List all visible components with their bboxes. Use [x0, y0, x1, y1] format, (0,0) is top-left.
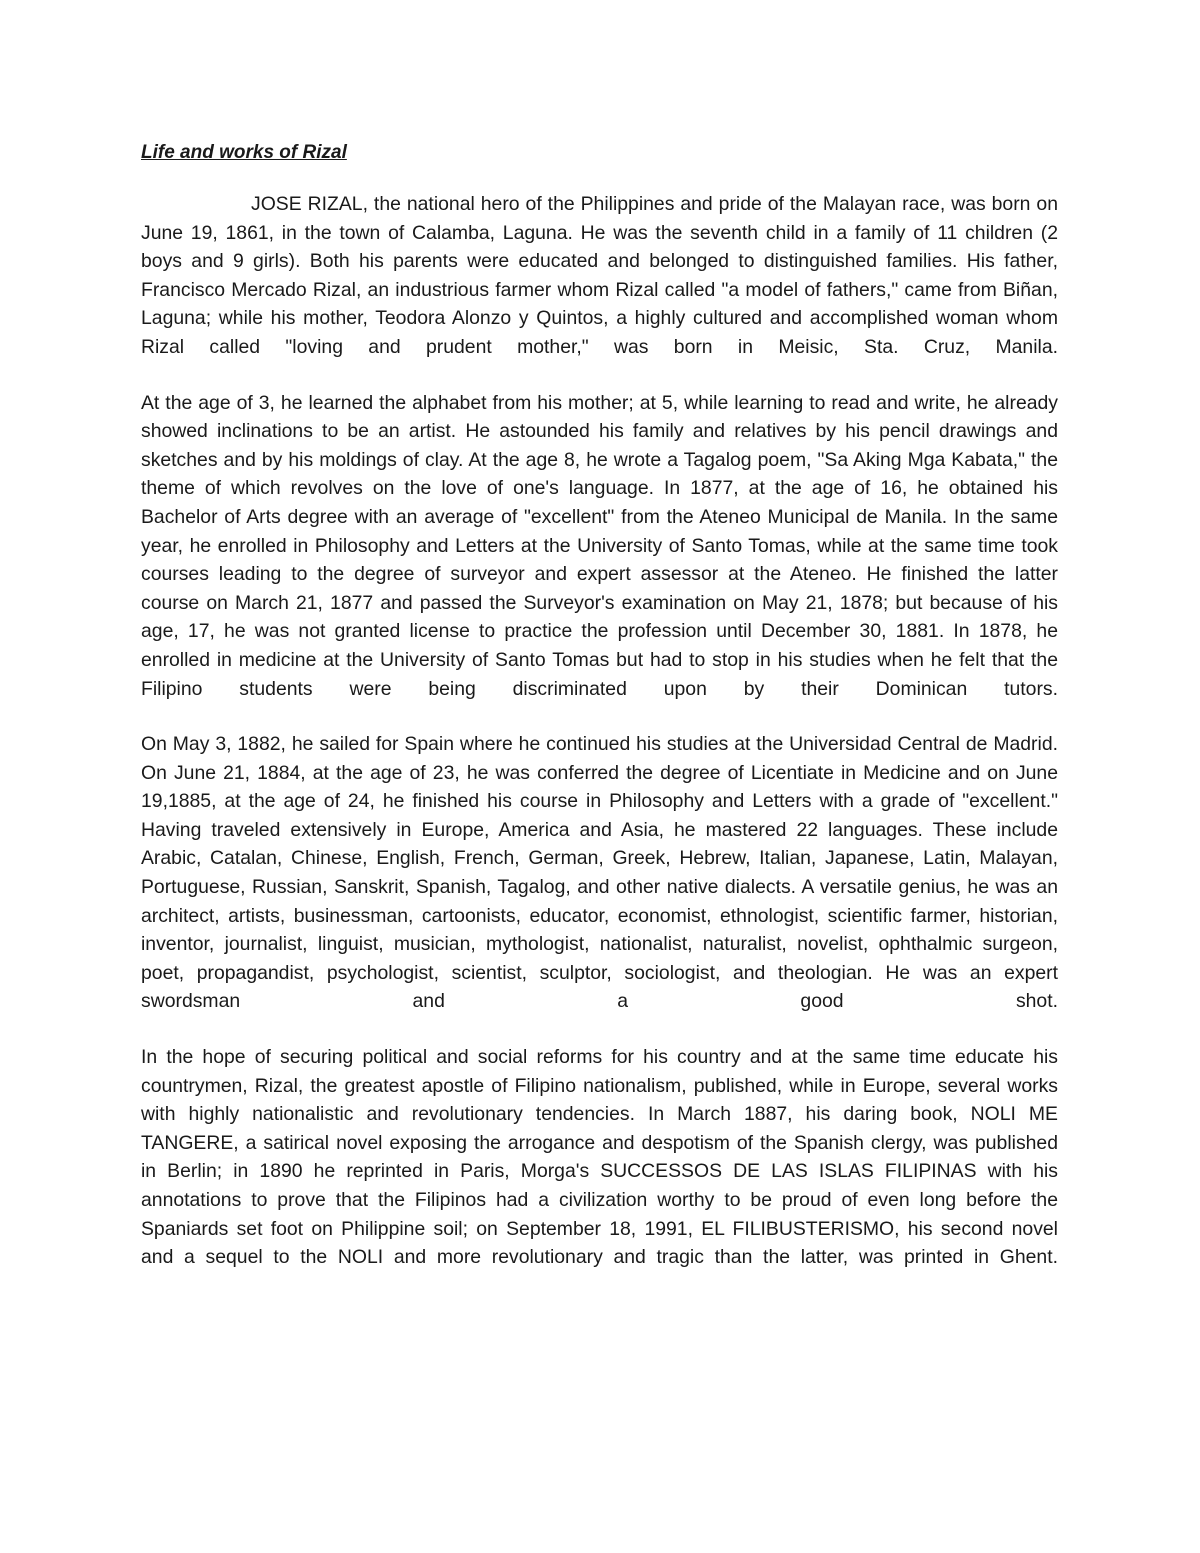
- paragraph-published-works: In the hope of securing political and social reforms for his country and at the same time educate his countrymen, Rizal, the greatest apostle of Filipino nationalism, published, while in Europe, several works with highly nationalistic and revolutionary tendencies. In March 1887, his daring book, NOLI ME TANGERE, a satirical novel exposing the arrogance and despotism of the Spanish clergy, was published in Berlin; in 1890 he reprinted in Paris, Morga's SUCCESSOS DE LAS ISLAS FILIPINAS with his annotations to prove that the Filipinos had a civilization worthy to be proud of even long before the Spaniards set foot on Philippine soil; on September 18, 1991, EL FILIBUSTERISMO, his second novel and a sequel to the NOLI and more revolutionary and tragic than the latter, was printed in Ghent.: [141, 1046, 1058, 1269]
- paragraph-spain-studies: On May 3, 1882, he sailed for Spain where he continued his studies at the Universidad Central de Madrid. On June 21, 1884, at the age of 23, he was conferred the degree of Licentiate in Medicine and on June 19,1885, at the age of 24, he finished his course in Philosophy and Letters with a grade of "excellent." Having traveled extensively in Europe, America and Asia, he mastered 22 languages. These include Arabic, Catalan, Chinese, English, French, German, Greek, Hebrew, Italian, Japanese, Latin, Malayan, Portuguese, Russian, Sanskrit, Spanish, Tagalog, and other native dialects. A versatile genius, he was an architect, artists, businessman, cartoonists, educator, economist, ethnologist, scientific farmer, historian, inventor, journalist, linguist, musician, mythologist, nationalist, naturalist, novelist, ophthalmic surgeon, poet, propagandist, psychologist, scientist, sculptor, sociologist, and theologian. He was an expert swordsman and a good shot.: [141, 733, 1058, 1013]
- document-title: Life and works of Rizal: [141, 142, 347, 163]
- paragraph-birth-family: JOSE RIZAL, the national hero of the Philippines and pride of the Malayan race, was born on June 19, 1861, in the town of Calamba, Laguna. He was the seventh child in a family of 11 children (2 boys and 9 girls). Both his parents were educated and belonged to distinguished families. His father, Francisco Mercado Rizal, an industrious farmer whom Rizal called "a model of fathers," came from Biñan, Laguna; while his mother, Teodora Alonzo y Quintos, a highly cultured and accomplished woman whom Rizal called "loving and prudent mother," was born in Meisic, Sta. Cruz, Manila.: [141, 193, 1058, 358]
- paragraph-early-education: At the age of 3, he learned the alphabet from his mother; at 5, while learning to read and write, he already showed inclinations to be an artist. He astounded his family and relatives by his pencil drawings and sketches and by his moldings of clay. At the age 8, he wrote a Tagalog poem, "Sa Aking Mga Kabata," the theme of which revolves on the love of one's language. In 1877, at the age of 16, he obtained his Bachelor of Arts degree with an average of "excellent" from the Ateneo Municipal de Manila. In the same year, he enrolled in Philosophy and Letters at the University of Santo Tomas, while at the same time took courses leading to the degree of surveyor and expert assessor at the Ateneo. He finished the latter course on March 21, 1877 and passed the Surveyor's examination on May 21, 1878; but because of his age, 17, he was not granted license to practice the profession until December 30, 1881. In 1878, he enrolled in medicine at the University of Santo Tomas but had to stop in his studies when he felt that the Filipino students were being discriminated upon by their Dominican tutors.: [141, 391, 1058, 700]
- document-page: [141, 138, 1058, 1299]
